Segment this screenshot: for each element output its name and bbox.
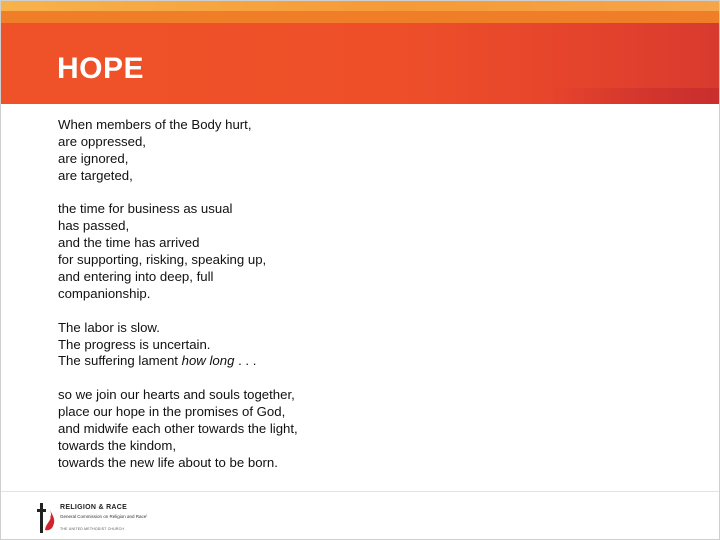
logo-subtitle: General Commission on Religion and Race [60,514,147,519]
poem-line: When members of the Body hurt, [58,117,252,132]
poem-emphasis: how long [181,353,235,369]
poem-line: place our hope in the promises of God, [58,404,286,420]
title-banner [1,1,719,104]
logo-separator: ⁝ [146,513,148,519]
banner-top-band [1,1,719,11]
poem-line: The suffering lament how long . . . [58,353,257,369]
poem-line: and entering into deep, full [58,269,214,285]
poem-body [58,117,658,489]
poem-line: so we join our hearts and souls together, [58,387,295,403]
poem-stanza [58,117,658,185]
poem-line: the time for business as usual [58,201,233,217]
poem-line: has passed, [58,218,130,234]
poem-line: companionship. [58,285,151,301]
logo-org: THE UNITED METHODIST CHURCH [60,527,125,531]
poem-stanza [58,320,658,371]
poem-line: are oppressed, [58,133,146,149]
poem-line: The progress is uncertain. [58,336,211,352]
slide-title: HOPE [57,52,145,85]
poem-line: and midwife each other towards the light, [58,420,298,436]
religion-race-logo [37,498,167,536]
poem-line: are targeted, [58,167,133,183]
poem-line: for supporting, risking, speaking up, [58,252,267,268]
poem-line: towards the kindom, [58,437,177,453]
poem-line: The labor is slow. [58,319,160,335]
poem-line: towards the new life about to be born. [58,454,278,470]
poem-line: are ignored, [58,150,129,166]
poem-stanza [58,201,658,302]
banner-stripe [1,11,719,23]
cross-and-flame-icon [37,500,57,534]
footer-divider [1,491,719,492]
poem-line: and the time has arrived [58,235,200,251]
poem-stanza [58,387,658,472]
logo-title: RELIGION & RACE [60,504,128,511]
